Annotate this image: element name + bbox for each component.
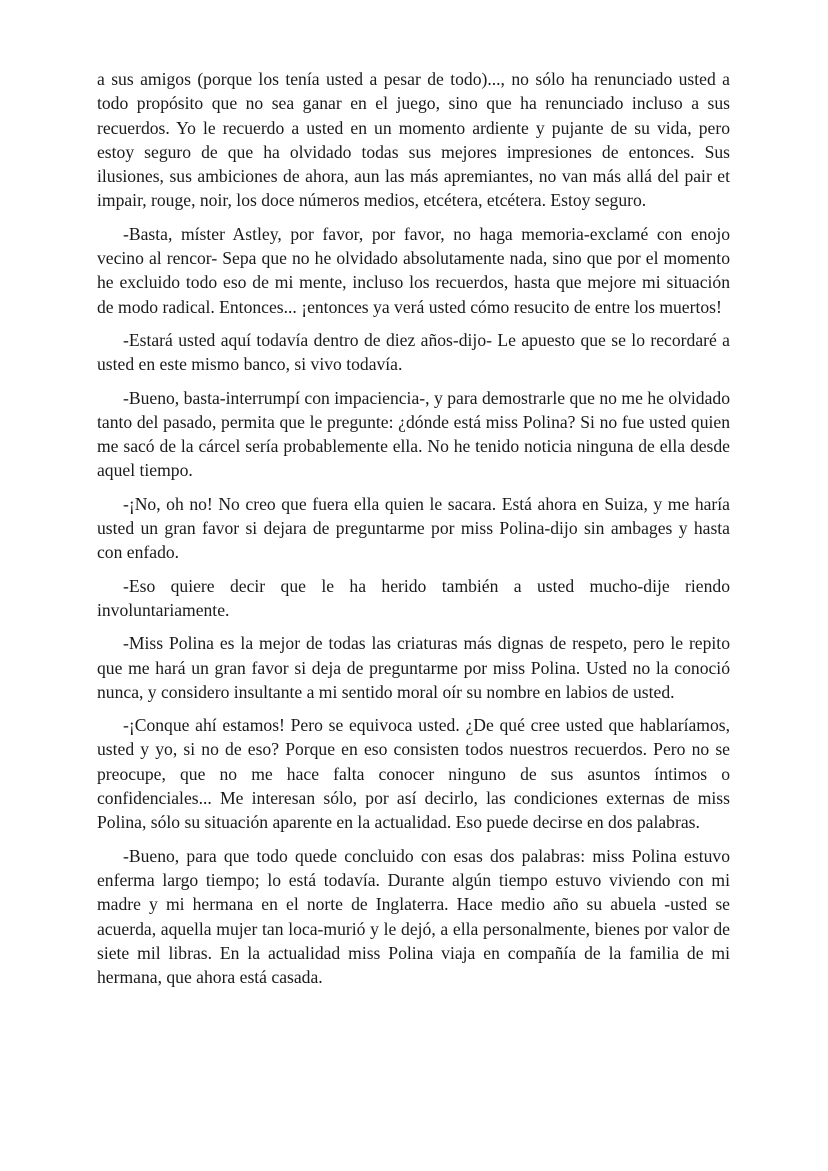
paragraph-6: -Eso quiere decir que le ha herido también a usted mucho-dije riendo involuntariamente. [97,575,730,620]
paragraph-2: -Basta, míster Astley, por favor, por favor, no haga memoria-exclamé con enojo vecino al rencor- Sepa que no he olvidado absolutamente nada, sino que por el momento he excluido todo eso de mi mente, incluso los recuerdos, hasta que mejore mi situación de modo radical. Entonces... ¡entonces ya verá usted cómo resucito de entre los muertos! [97,223,730,317]
paragraph-8: -¡Conque ahí estamos! Pero se equivoca usted. ¿De qué cree usted que hablaríamos, usted y yo, si no de eso? Porque en eso consisten todos nuestros recuerdos. Pero no se preocupe, que no me hace falta conocer ninguno de sus asuntos íntimos o confidenciales... Me interesan sólo, por así decirlo, las condiciones externas de miss Polina, sólo su situación aparente en la actualidad. Eso puede decirse en dos palabras. [97,715,730,833]
paragraph-9: -Bueno, para que todo quede concluido con esas dos palabras: miss Polina estuvo enferma largo tiempo; lo está todavía. Durante algún tiempo estuvo viviendo con mi madre y mi hermana en el norte de Inglaterra. Hace medio año su abuela -usted se acuerda, aquella mujer tan loca-murió y le dejó, a ella personalmente, bienes por valor de siete mil libras. En la actualidad miss Polina viaja en compañía de la familia de mi hermana, que ahora está casada. [97,845,730,988]
paragraph-1: a sus amigos (porque los tenía usted a pesar de todo)..., no sólo ha renunciado usted a todo propósito que no sea ganar en el juego, sino que ha renunciado incluso a sus recuerdos. Yo le recuerdo a usted en un momento ardiente y pujante de su vida, pero estoy seguro de que ha olvidado todas sus mejores impresiones de entonces. Sus ilusiones, sus ambiciones de ahora, aun las más apremiantes, no van más allá del pair et impair, rouge, noir, los doce números medios, etcétera, etcétera. Estoy seguro. [97,69,730,211]
paragraph-3: -Estará usted aquí todavía dentro de diez años-dijo- Le apuesto que se lo recordaré a usted en este mismo banco, si vivo todavía. [97,329,730,375]
book-page [97,67,730,998]
paragraph-5: -¡No, oh no! No creo que fuera ella quien le sacara. Está ahora en Suiza, y me haría usted un gran favor si dejara de preguntarme por miss Polina-dijo sin ambages y hasta con enfado. [97,493,730,563]
paragraph-4: -Bueno, basta-interrumpí con impaciencia-, y para demostrarle que no me he olvidado tanto del pasado, permita que le pregunte: ¿dónde está miss Polina? Si no fue usted quien me sacó de la cárcel sería probablemente ella. No he tenido noticia ninguna de ella desde aquel tiempo. [97,387,730,481]
paragraph-7: -Miss Polina es la mejor de todas las criaturas más dignas de respeto, pero le repito que me hará un gran favor si deja de preguntarme por miss Polina. Usted no la conoció nunca, y considero insultante a mi sentido moral oír su nombre en labios de usted. [97,633,730,702]
